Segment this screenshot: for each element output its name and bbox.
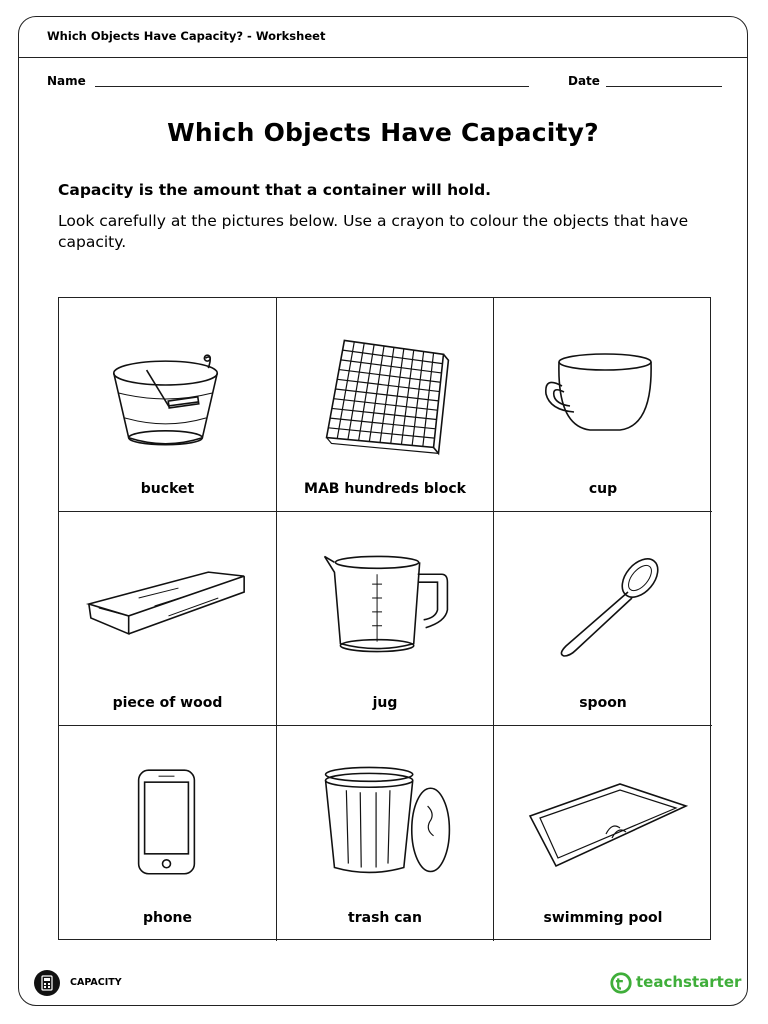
item-label: spoon [579, 695, 627, 711]
spoon-icon [494, 512, 712, 692]
name-line[interactable] [95, 86, 529, 87]
teachstarter-logo-icon [609, 971, 633, 995]
header-title: Which Objects Have Capacity? - Worksheet [47, 29, 326, 43]
calculator-icon [34, 970, 60, 996]
grid-cell-trash-can[interactable] [277, 726, 494, 941]
name-label: Name [47, 74, 86, 88]
definition-text: Capacity is the amount that a container will hold. [58, 181, 492, 199]
header-bar [19, 17, 747, 58]
jug-icon [277, 512, 493, 692]
grid-cell-jug[interactable] [277, 512, 494, 726]
cup-icon [494, 298, 712, 478]
mab-block-icon [277, 298, 493, 478]
trash-can-icon [277, 726, 493, 906]
item-label: cup [588, 481, 618, 497]
item-label: jug [372, 695, 398, 711]
item-label: swimming pool [543, 910, 663, 926]
footer-topic-label: CAPACITY [70, 977, 122, 988]
swimming-pool-icon [494, 726, 712, 906]
item-label: trash can [348, 910, 422, 926]
phone-icon [59, 726, 276, 906]
grid-cell-swimming-pool[interactable] [494, 726, 712, 941]
mab-grid-line [335, 389, 438, 401]
grid-cell-bucket[interactable] [59, 298, 277, 512]
grid-cell-cup[interactable] [494, 298, 712, 512]
brand-name: teachstarter [636, 973, 742, 991]
worksheet-page [18, 16, 748, 1006]
page-title: Which Objects Have Capacity? [167, 118, 599, 147]
objects-grid [58, 297, 711, 940]
grid-cell-piece-of-wood[interactable] [59, 512, 277, 726]
instructions-text: Look carefully at the pictures below. Use a crayon to colour the objects that have capacity. [58, 212, 689, 251]
grid-cell-mab-hundreds-block[interactable] [277, 298, 494, 512]
item-label: phone [142, 910, 193, 926]
date-line[interactable] [606, 86, 722, 87]
grid-cell-phone[interactable] [59, 726, 277, 941]
item-label: piece of wood [112, 695, 223, 711]
item-label: MAB hundreds block [304, 481, 466, 497]
item-label: bucket [140, 481, 195, 497]
grid-cell-spoon[interactable] [494, 512, 712, 726]
wood-icon [59, 512, 276, 692]
date-label: Date [568, 74, 600, 88]
bucket-icon [59, 298, 276, 478]
